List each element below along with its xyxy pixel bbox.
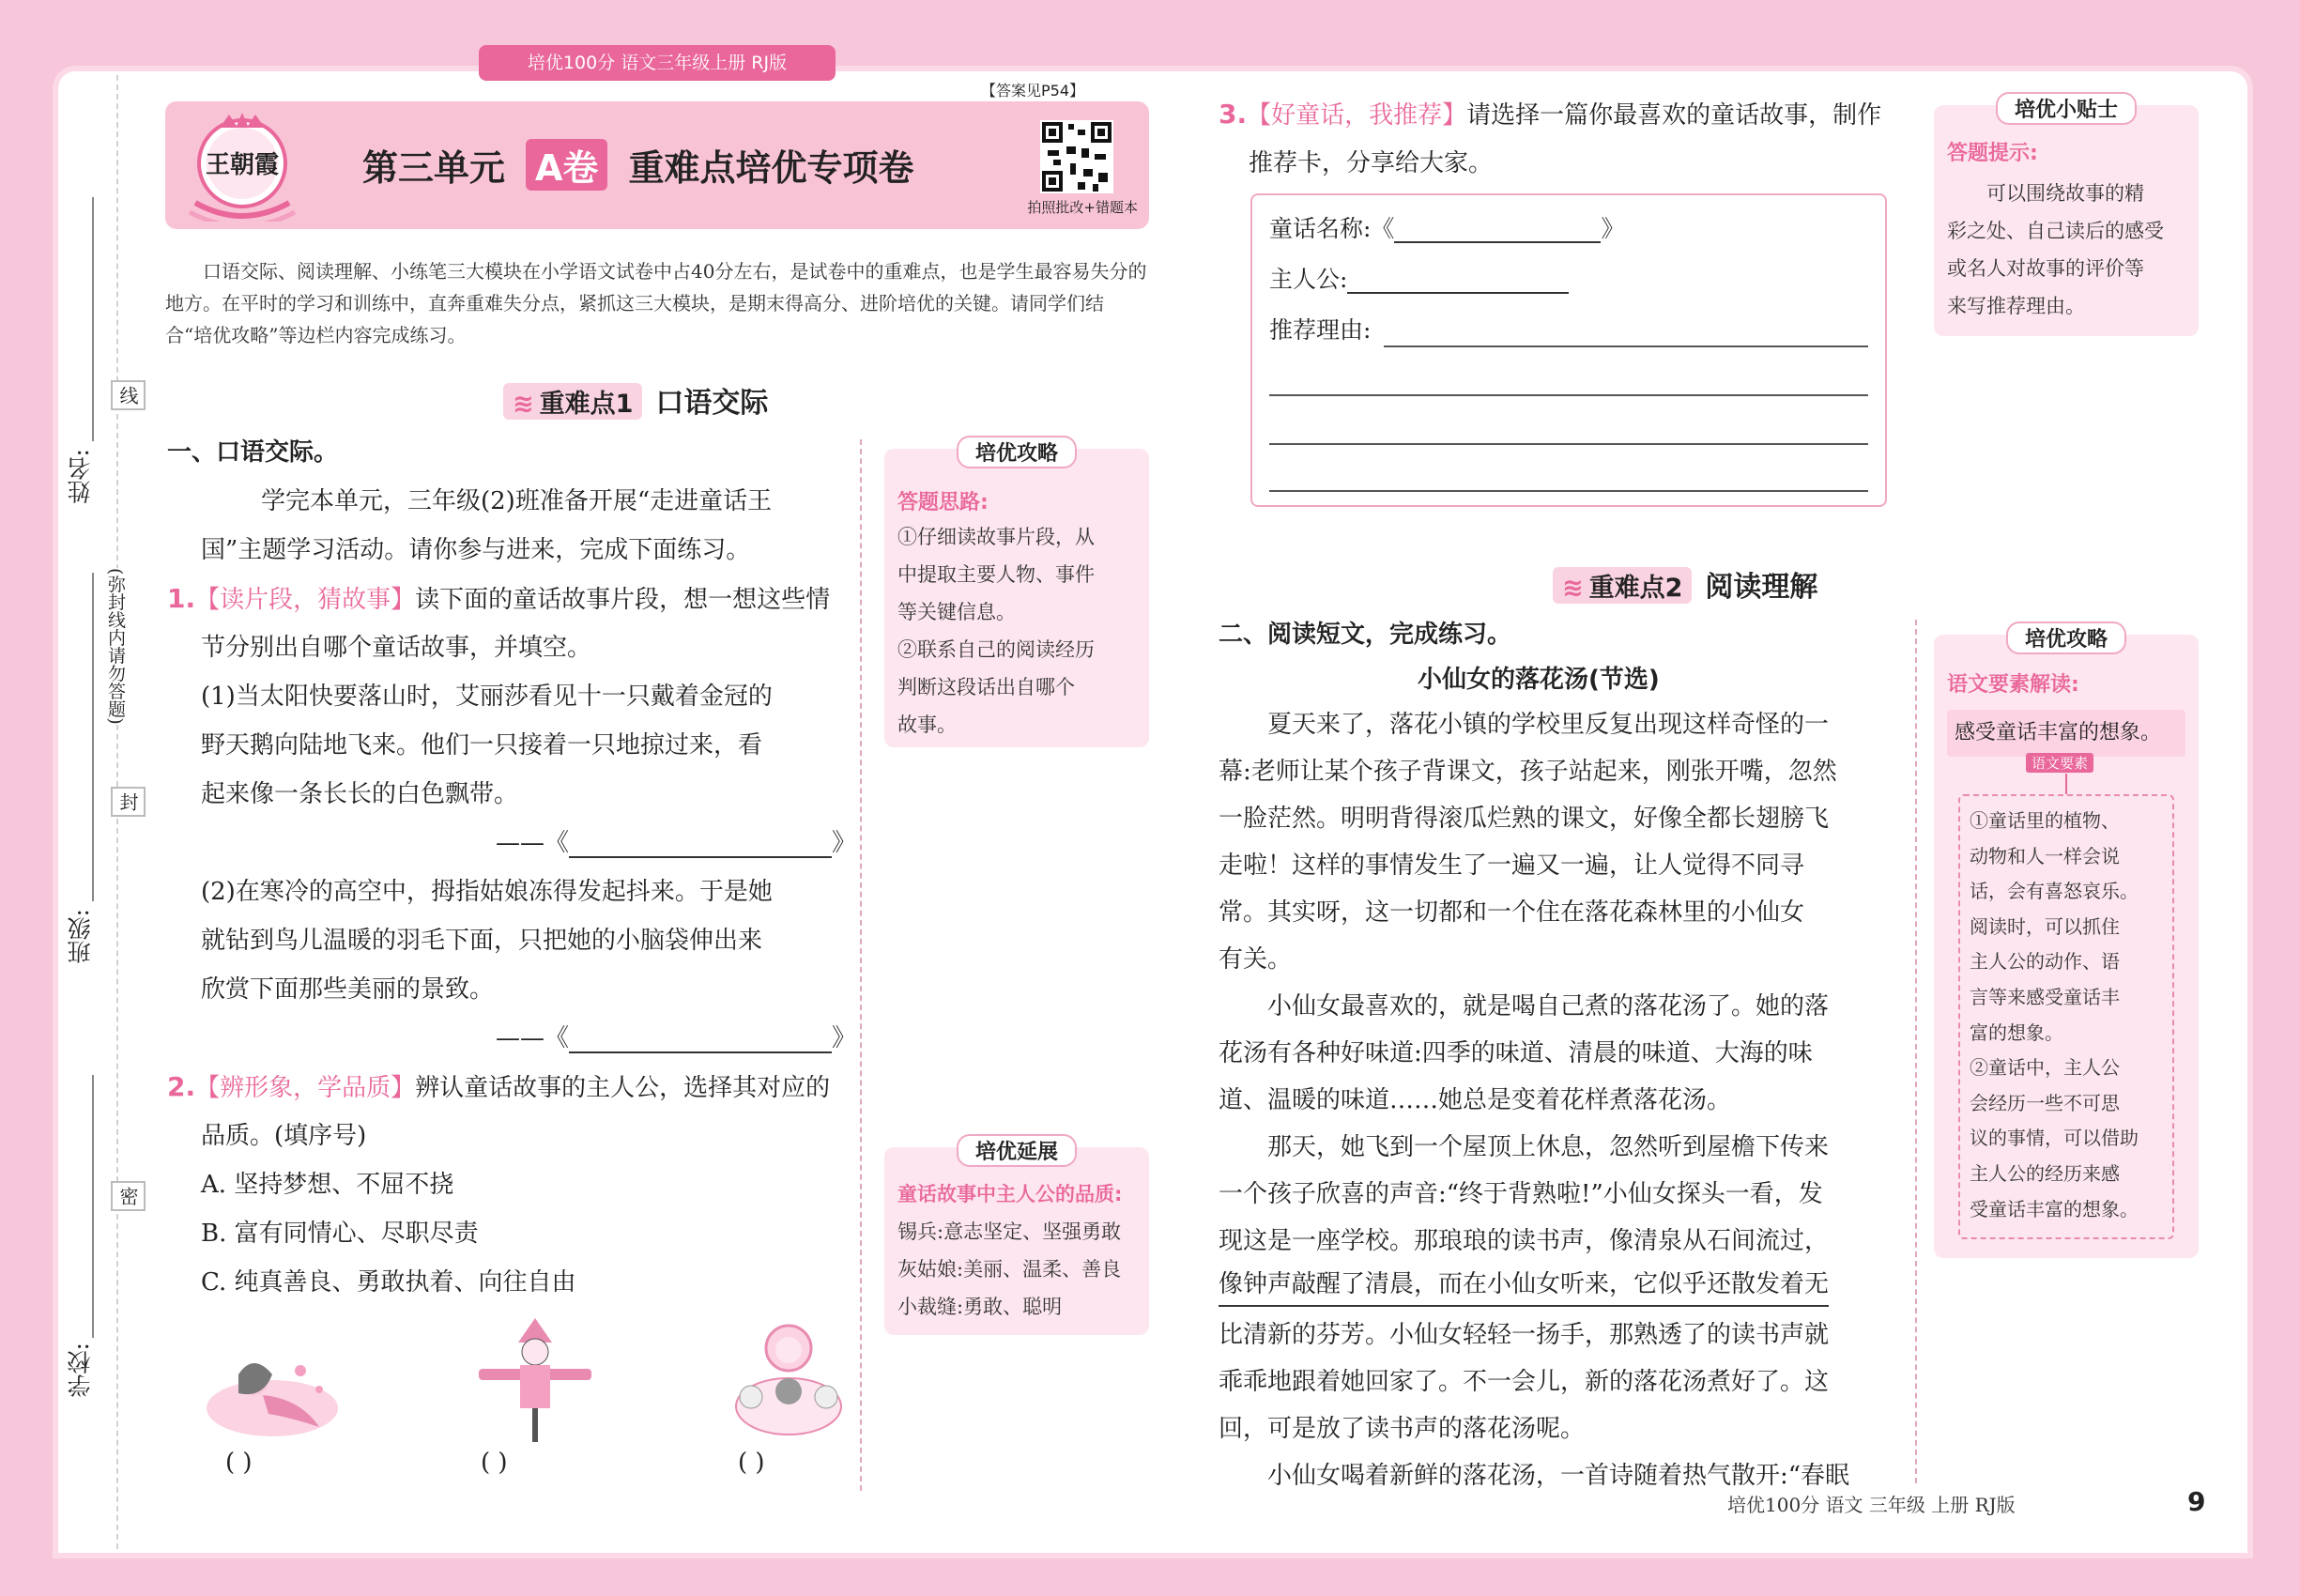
- binding-xian: 线: [111, 380, 146, 410]
- q1-passage: 就钻到鸟儿温暖的羽毛下面，只把她的小脑袋伸出来: [201, 927, 763, 955]
- page-title: 第三单元 A卷 重难点培优专项卷: [362, 139, 913, 191]
- story-line: 常。其实呀，这一切都和一个住在落花森林里的小仙女: [1219, 898, 1805, 927]
- qr-caption: 拍照批改+错题本: [1027, 199, 1138, 216]
- q1-passage: 起来像一条长长的白色飘带。: [201, 780, 519, 808]
- page-number: 9: [2187, 1486, 2206, 1517]
- q1-passage: 野天鹅向陆地飞来。他们一只接着一只地掠过来，看: [201, 731, 763, 760]
- tip-head: 答题思路:: [897, 491, 989, 514]
- q3-line: 3.【好童话，我推荐】请选择一篇你最喜欢的童话故事，制作: [1219, 99, 1882, 130]
- tip-strategy-2: [1934, 628, 2199, 1258]
- tip-focus: 感受童话丰富的想象。: [1947, 710, 2185, 757]
- little-mermaid-illustration: [197, 1333, 347, 1446]
- tip-title: 培优攻略: [957, 436, 1077, 468]
- story-line: 一脸茫然。明明背得滚瓜烂熟的课文，好像全都长翅膀飞: [1219, 805, 1830, 833]
- story-line: 比清新的芬芳。小仙女轻轻一扬手，那熟透了的读书声就: [1219, 1321, 1830, 1349]
- card-reason-line[interactable]: [1269, 443, 1868, 445]
- part1-title: 一、口语交际。: [167, 438, 339, 467]
- scarecrow-illustration: [460, 1314, 610, 1427]
- q1-line: 节分别出自哪个童话故事，并填空。: [201, 634, 592, 662]
- story-line: 小仙女喝着新鲜的落花汤，一首诗随着热气散开:“春眠: [1267, 1462, 1850, 1490]
- q1-passage: 欣赏下面那些美丽的景致。: [201, 975, 495, 1004]
- lead-line: 国”主题学习活动。请你参与进来，完成下面练习。: [201, 536, 751, 564]
- q1-passage: (1)当太阳快要落山时，艾丽莎看见十一只戴着金冠的: [201, 683, 773, 711]
- recommendation-card: [1250, 193, 1887, 507]
- focus-connector: [2065, 774, 2067, 794]
- column-divider: [1915, 620, 1917, 1483]
- q1-answer-1[interactable]: ——《 》: [496, 829, 857, 857]
- story-line: 回，可是放了读书声的落花汤呢。: [1219, 1415, 1586, 1443]
- school-field[interactable]: [92, 1075, 94, 1338]
- class-label: 班级:: [67, 909, 94, 964]
- q1-answer-2[interactable]: ——《 》: [496, 1024, 857, 1052]
- tip-title: 培优攻略: [2006, 622, 2126, 654]
- story-line: 幕:老师让某个孩子背课文，孩子站起来，刚张开嘴，忽然: [1219, 758, 1837, 786]
- binding-notice: (弥封线内请勿答题): [105, 568, 126, 725]
- q2-option-b: B. 富有同情心、尽职尽责: [201, 1220, 479, 1248]
- story-line: 道、温暖的味道……她总是变着花样煮落花汤。: [1219, 1086, 1732, 1114]
- focus-tag: 语文要素: [2026, 753, 2093, 773]
- lead-line: 学完本单元，三年级(2)班准备开展“走进童话王: [261, 487, 773, 515]
- card-reason-label: 推荐理由:: [1269, 316, 1372, 344]
- card-hero-field[interactable]: [1347, 269, 1569, 294]
- q3-line: 推荐卡，分享给大家。: [1249, 149, 1494, 177]
- story-title: 小仙女的落花汤(节选): [1418, 666, 1660, 694]
- binding-mi: 密: [111, 1181, 146, 1211]
- school-label: 学校:: [67, 1343, 94, 1398]
- q2-line: 品质。(填序号): [201, 1122, 367, 1150]
- story-line: 现这是一座学校。那琅琅的读书声，像清泉从石间流过，: [1219, 1227, 1830, 1255]
- story-line: 那天，她飞到一个屋顶上休息，忽然听到屋檐下传来: [1267, 1133, 1830, 1161]
- card-name-field[interactable]: [1394, 219, 1601, 243]
- tip-body: 可以围绕故事的精 彩之处、自己读后的感受 或名人对故事的评价等 来写推荐理由。: [1947, 182, 2164, 317]
- tip-title: 培优小贴士: [1996, 92, 2137, 125]
- tip-strategy-1: [884, 442, 1149, 747]
- tip-body: 锡兵:意志坚定、坚强勇敢 灰姑娘:美丽、温柔、善良 小裁缝:勇敢、聪明: [897, 1220, 1122, 1318]
- section1-heading: ≋ 重难点1 口语交际: [503, 379, 768, 421]
- q1-line: 1.【读片段，猜故事】读下面的童话故事片段，想一想这些情: [167, 583, 831, 614]
- tip-head: 童话故事中主人公的品质:: [897, 1183, 1123, 1205]
- q2-option-a: A. 坚持梦想、不屈不挠: [201, 1171, 454, 1199]
- q1-passage: (2)在寒冷的高空中，拇指姑娘冻得发起抖来。于是她: [201, 878, 773, 906]
- card-name-row: 童话名称:《 》: [1269, 215, 1625, 242]
- footer-series: 培优100分 语文 三年级 上册 RJ版: [1727, 1494, 2016, 1516]
- name-field[interactable]: [92, 197, 94, 441]
- svg-text:王朝霞: 王朝霞: [205, 151, 280, 179]
- publisher-logo: [182, 109, 302, 222]
- q2-answer-2[interactable]: ( ): [481, 1449, 508, 1477]
- q2-answer-1[interactable]: ( ): [225, 1449, 253, 1477]
- card-reason-line[interactable]: [1269, 394, 1868, 396]
- story-line: 一个孩子欣喜的声音:“终于背熟啦!”小仙女探头一看，发: [1219, 1180, 1823, 1208]
- story-line: 夏天来了，落花小镇的学校里反复出现这样奇怪的一: [1267, 711, 1830, 739]
- ugly-duckling-illustration: [713, 1316, 864, 1429]
- q2-option-c: C. 纯真善良、勇敢执着、向往自由: [201, 1268, 576, 1297]
- card-reason-line[interactable]: [1384, 345, 1868, 347]
- card-hero-row: 主人公:: [1269, 261, 1569, 295]
- tip-head: 语文要素解读:: [1947, 673, 2079, 697]
- section2-heading: ≋ 重难点2 阅读理解: [1553, 563, 1817, 605]
- series-banner: 培优100分 语文三年级上册 RJ版: [479, 45, 836, 81]
- story-line: 乖乖地跟着她回家了。不一会儿，新的落花汤煮好了。这: [1219, 1368, 1830, 1396]
- tip-head: 答题提示:: [1947, 142, 2038, 165]
- part2-title: 二、阅读短文，完成练习。: [1219, 621, 1512, 649]
- tip-body: ①童话里的植物、 动物和人一样会说 话，会有喜怒哀乐。 阅读时，可以抓住 主人公的动作、语 言等来感受童话丰 富的想象。 ②童话中，主人公 会经历一些不可思 议的事情，可以借助 主人公的经历来感 受童话丰富的想象。: [1970, 809, 2139, 1220]
- wave-icon: ≋: [1562, 574, 1584, 603]
- tip-small-hint: [1934, 99, 2199, 336]
- story-line: 小仙女最喜欢的，就是喝自己煮的落花汤了。她的落: [1267, 992, 1830, 1021]
- story-line: 花汤有各种好味道:四季的味道、清晨的味道、大海的味: [1219, 1039, 1813, 1067]
- story-line: 有关。: [1219, 945, 1293, 974]
- class-field[interactable]: [92, 573, 94, 901]
- tip-title: 培优延展: [957, 1134, 1077, 1167]
- tip-body: ①仔细读故事片段，从 中提取主要人物、事件 等关键信息。 ②联系自己的阅读经历 判断这段话出自哪个 故事。: [897, 526, 1095, 736]
- q2-line: 2.【辨形象，学品质】辨认童话故事的主人公，选择其对应的: [167, 1071, 831, 1102]
- binding-feng: 封: [111, 787, 146, 817]
- paper-tag: A卷: [526, 139, 607, 191]
- unit-header: [165, 101, 1149, 229]
- q2-answer-3[interactable]: ( ): [738, 1449, 765, 1477]
- name-label: 姓名:: [67, 449, 94, 504]
- tip-extension: [884, 1141, 1149, 1335]
- intro-paragraph: 口语交际、阅读理解、小练笔三大模块在小学语文试卷中占40分左右，是试卷中的重难点，也是学生最容易失分的地方。在平时的学习和训练中，直奔重难失分点，紧抓这三大模块，是期末得高分、进阶培优的关键。请同学们结合“培优攻略”等边栏内容完成练习。: [165, 260, 1147, 346]
- story-line-underlined: 像钟声敲醒了清晨，而在小仙女听来，它似乎还散发着无: [1219, 1264, 1829, 1307]
- wave-icon: ≋: [513, 390, 534, 419]
- answer-reference: 【答案见P54】: [981, 82, 1085, 100]
- qr-code[interactable]: [1040, 120, 1113, 193]
- story-line: 走啦！这样的事情发生了一遍又一遍，让人觉得不同寻: [1219, 852, 1805, 880]
- card-reason-line[interactable]: [1269, 490, 1868, 492]
